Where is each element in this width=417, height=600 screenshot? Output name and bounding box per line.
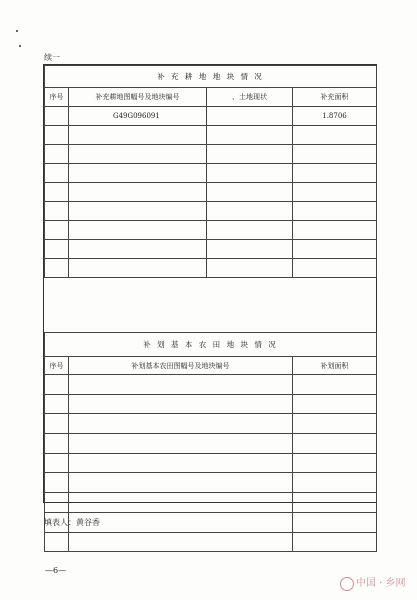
- table-row: [45, 453, 377, 473]
- table-cell: [45, 532, 69, 552]
- table-cell: [69, 164, 207, 183]
- watermark-icon: [340, 577, 354, 591]
- table-cell: [45, 414, 69, 434]
- table-cell: [69, 202, 207, 221]
- table-cell: [45, 394, 69, 414]
- table-cell: [69, 375, 293, 395]
- table-row: [45, 493, 377, 513]
- table-cell: [293, 473, 377, 493]
- supplement-title: 补 充 耕 地 地 块 情 况: [45, 66, 377, 88]
- table-cell: [207, 240, 293, 259]
- watermark-text: 中国 · 乡网: [356, 578, 406, 589]
- table-cell: [45, 107, 69, 126]
- table-cell: [45, 453, 69, 473]
- table-cell: [45, 183, 69, 202]
- table-cell: [45, 375, 69, 395]
- table-cell: [45, 221, 69, 240]
- table-cell: [69, 434, 293, 454]
- header-code: 补划基本农田图幅号及地块编号: [69, 357, 293, 375]
- table-cell: [69, 493, 293, 513]
- table-cell: [207, 221, 293, 240]
- table-cell: [69, 126, 207, 145]
- continued-label: 续一: [44, 53, 60, 62]
- table-cell: [69, 240, 207, 259]
- form-frame: [43, 64, 377, 503]
- table-row: [45, 259, 377, 278]
- farmland-title: 补 划 基 本 农 田 地 块 情 况: [45, 333, 377, 357]
- table-cell: [69, 453, 293, 473]
- table-cell: [207, 126, 293, 145]
- table-cell: [293, 414, 377, 434]
- table-cell: [293, 183, 377, 202]
- table-row: [45, 145, 377, 164]
- table-cell: [293, 434, 377, 454]
- table-cell: [293, 221, 377, 240]
- table-cell: [293, 259, 377, 278]
- table-cell: [207, 164, 293, 183]
- table-row: [45, 394, 377, 414]
- header-code: 补充耕地图幅号及地块编号: [69, 88, 207, 107]
- table-cell: 1.8706: [293, 107, 377, 126]
- table-cell: [293, 126, 377, 145]
- table-row: [45, 532, 377, 552]
- table-cell: [293, 240, 377, 259]
- page-number: —6—: [45, 566, 67, 575]
- scan-speck: [16, 30, 18, 32]
- header-area: 补划面积: [293, 357, 377, 375]
- table-cell: [207, 259, 293, 278]
- filler-signature: 填表人：黄谷香: [44, 518, 100, 527]
- table-cell: [293, 145, 377, 164]
- table-row: [45, 221, 377, 240]
- header-no: 序号: [45, 88, 69, 107]
- table-cell: [293, 532, 377, 552]
- table-cell: [45, 473, 69, 493]
- table-cell: [69, 512, 293, 532]
- table-row: [45, 240, 377, 259]
- table-cell: [69, 532, 293, 552]
- table-row: [45, 107, 377, 126]
- table-cell: [293, 512, 377, 532]
- table-cell: [45, 493, 69, 513]
- table-cell: [207, 145, 293, 164]
- header-area: 补充面积: [293, 88, 377, 107]
- table-row: [45, 414, 377, 434]
- table-cell: [69, 183, 207, 202]
- table-cell: [45, 202, 69, 221]
- table-cell: [69, 145, 207, 164]
- table-cell: [207, 202, 293, 221]
- table-cell: [293, 164, 377, 183]
- table-row: [45, 434, 377, 454]
- table-cell: [293, 202, 377, 221]
- table-row: [45, 126, 377, 145]
- table-cell: [293, 453, 377, 473]
- table-row: [45, 473, 377, 493]
- table-cell: [69, 394, 293, 414]
- table-cell: [293, 493, 377, 513]
- table-cell: [293, 375, 377, 395]
- table-row: [45, 164, 377, 183]
- table-cell: [45, 126, 69, 145]
- table-cell: [207, 107, 293, 126]
- table-cell: [45, 259, 69, 278]
- table-cell: G49G096091: [69, 107, 207, 126]
- supplement-table: [44, 65, 377, 278]
- watermark-logo: [340, 574, 406, 591]
- table-row: [45, 202, 377, 221]
- table-cell: [69, 473, 293, 493]
- table-cell: [69, 414, 293, 434]
- table-row: [45, 183, 377, 202]
- scan-speck: [19, 45, 21, 47]
- table-cell: [69, 221, 207, 240]
- table-cell: [45, 434, 69, 454]
- table-cell: [293, 394, 377, 414]
- table-cell: [45, 164, 69, 183]
- table-cell: [45, 240, 69, 259]
- header-status: 、土地现状: [207, 88, 293, 107]
- table-cell: [207, 183, 293, 202]
- table-row: [45, 375, 377, 395]
- table-cell: [45, 145, 69, 164]
- header-no: 序号: [45, 357, 69, 375]
- table-cell: [69, 259, 207, 278]
